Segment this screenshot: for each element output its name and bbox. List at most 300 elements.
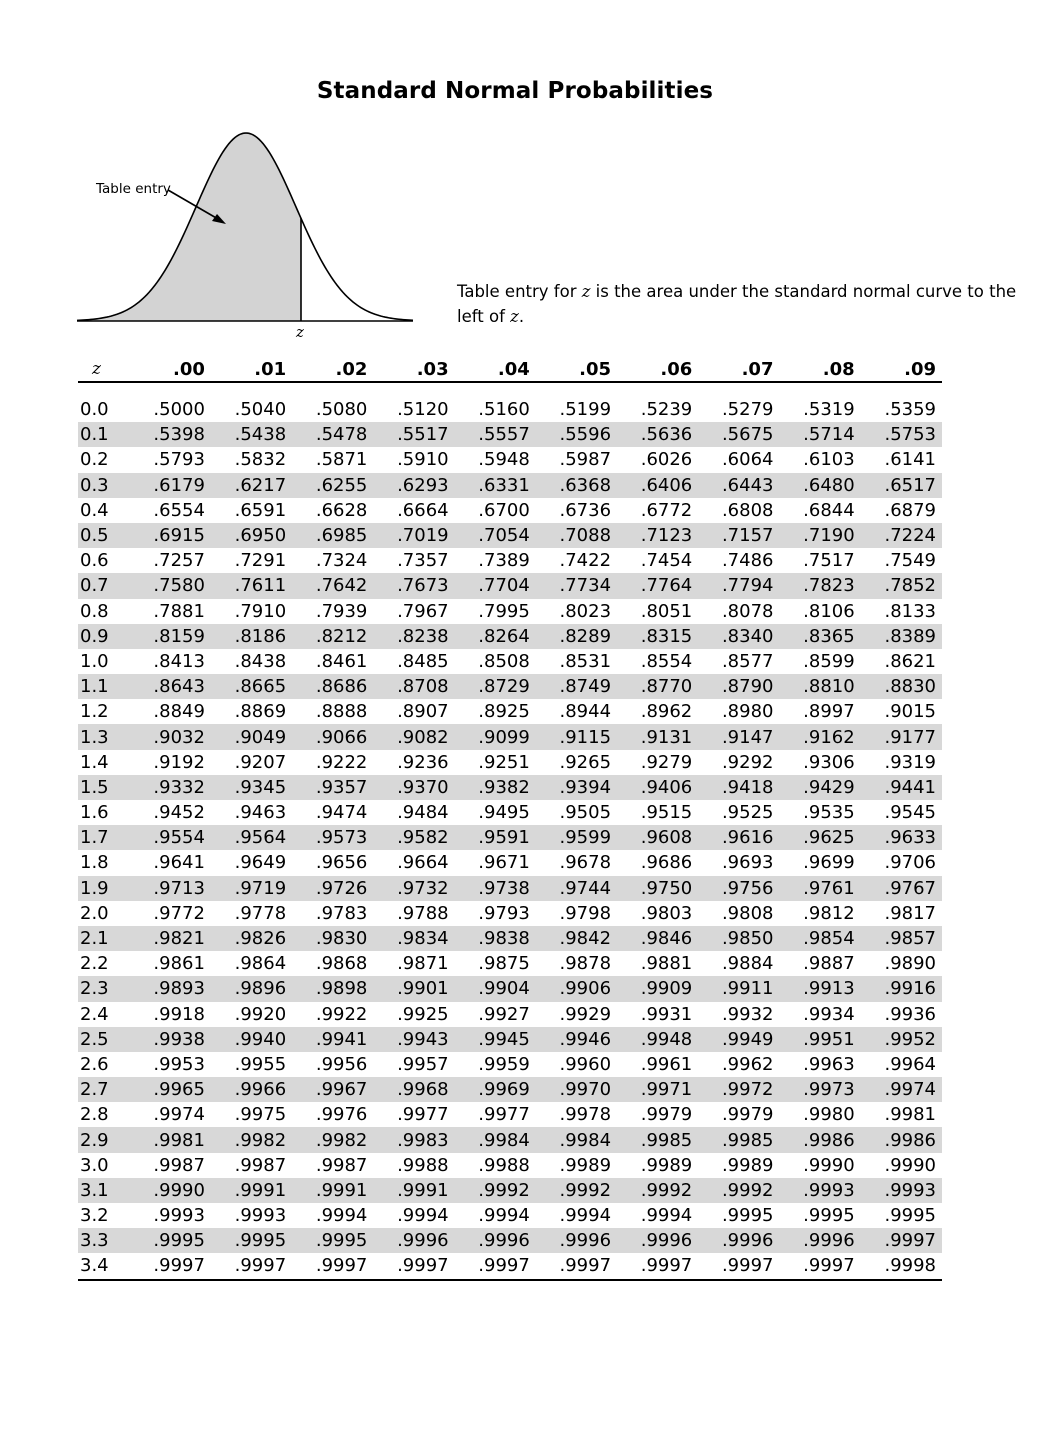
probability-cell: .9251 (478, 751, 530, 773)
probability-cell: .9984 (536, 1127, 617, 1152)
probability-cell: .9997 (698, 1253, 779, 1279)
probability-cell: .9706 (884, 852, 936, 874)
probability-cell: .9957 (397, 1053, 449, 1075)
probability-cell: .8485 (397, 650, 449, 672)
probability-cell: .7088 (536, 523, 617, 548)
probability-cell: .8790 (698, 674, 779, 699)
probability-cell: .5871 (315, 449, 368, 471)
probability-cell: .7054 (455, 523, 536, 548)
probability-cell: .9798 (559, 902, 612, 924)
probability-cell: .6915 (130, 523, 211, 548)
probability-cell: .6179 (130, 473, 211, 498)
table-row (78, 825, 942, 850)
probability-cell: .9987 (315, 1154, 368, 1176)
probability-cell: .7794 (698, 573, 779, 598)
z-value-cell: 0.4 (80, 499, 109, 521)
probability-cell: .9641 (153, 852, 205, 874)
probability-cell: .5398 (130, 422, 211, 447)
probability-cell: .9994 (478, 1205, 530, 1227)
probability-cell: .9864 (234, 953, 287, 975)
probability-cell: .8907 (397, 701, 449, 723)
z-value-cell: 2.6 (80, 1053, 109, 1075)
probability-cell: .9812 (803, 902, 855, 924)
probability-cell: .9370 (373, 775, 454, 800)
probability-cell: .5714 (779, 422, 860, 447)
probability-cell: .5279 (721, 399, 774, 421)
probability-cell: .9808 (721, 902, 774, 924)
z-value-cell: 1.3 (78, 724, 130, 749)
probability-cell: .9977 (478, 1104, 530, 1126)
table-row (78, 1253, 942, 1279)
probability-cell: .9911 (698, 976, 779, 1001)
probability-cell: .9099 (455, 724, 536, 749)
probability-cell: .9964 (884, 1053, 936, 1075)
probability-cell: .9986 (861, 1127, 942, 1152)
probability-cell: .9896 (211, 976, 292, 1001)
table-row (78, 724, 942, 749)
probability-cell: .9989 (721, 1154, 774, 1176)
probability-cell: .9906 (536, 976, 617, 1001)
table-row (78, 599, 942, 624)
probability-cell: .9992 (536, 1178, 617, 1203)
probability-cell: .9994 (640, 1205, 693, 1227)
probability-cell: .9306 (803, 751, 855, 773)
probability-cell: .9965 (130, 1077, 211, 1102)
z-value-cell: 3.4 (78, 1253, 130, 1279)
probability-cell: .6844 (803, 499, 855, 521)
probability-cell: .9719 (211, 876, 292, 901)
probability-cell: .7224 (861, 523, 942, 548)
probability-cell: .9357 (292, 775, 373, 800)
probability-cell: .6026 (640, 449, 693, 471)
probability-cell: .7157 (698, 523, 779, 548)
probability-cell: .9345 (211, 775, 292, 800)
table-row (78, 498, 942, 523)
probability-cell: .9918 (153, 1003, 205, 1025)
probability-cell: .9913 (779, 976, 860, 1001)
probability-cell: .7257 (153, 550, 205, 572)
probability-cell: .8849 (153, 701, 205, 723)
probability-cell: .8023 (559, 600, 612, 622)
probability-cell: .9505 (559, 802, 612, 824)
probability-cell: .6628 (315, 499, 368, 521)
probability-cell: .5120 (397, 399, 449, 421)
probability-cell: .9418 (698, 775, 779, 800)
z-value-cell: 2.3 (78, 976, 130, 1001)
table-row (78, 422, 942, 447)
probability-cell: .5239 (640, 399, 693, 421)
probability-cell: .9131 (617, 724, 698, 749)
probability-cell: .9946 (536, 1027, 617, 1052)
probability-cell: .9066 (292, 724, 373, 749)
probability-cell: .7291 (234, 550, 287, 572)
probability-cell: .9686 (640, 852, 693, 874)
table-row (78, 624, 942, 649)
column-header: .00 (130, 357, 211, 382)
probability-cell: .9988 (397, 1154, 449, 1176)
probability-cell: .9988 (478, 1154, 530, 1176)
probability-cell: .9545 (884, 802, 936, 824)
probability-cell: .6443 (698, 473, 779, 498)
probability-cell: .7852 (861, 573, 942, 598)
table-row (78, 649, 942, 674)
probability-cell: .6736 (559, 499, 612, 521)
probability-cell: .8621 (884, 650, 936, 672)
probability-cell: .9997 (373, 1253, 454, 1279)
probability-cell: .9982 (211, 1127, 292, 1152)
probability-cell: .9830 (292, 926, 373, 951)
probability-cell: .9319 (884, 751, 936, 773)
probability-cell: .8461 (315, 650, 368, 672)
probability-cell: .9573 (292, 825, 373, 850)
probability-cell: .9049 (211, 724, 292, 749)
table-row (78, 397, 942, 422)
table-row (78, 523, 942, 548)
probability-cell: .9484 (397, 802, 449, 824)
probability-cell: .9826 (211, 926, 292, 951)
table-row (78, 800, 942, 825)
probability-cell: .6368 (536, 473, 617, 498)
table-row (78, 1102, 942, 1127)
probability-cell: .7324 (315, 550, 368, 572)
z-value-cell: 3.0 (80, 1154, 109, 1176)
probability-cell: .5359 (884, 399, 936, 421)
table-row (78, 1228, 942, 1253)
probability-cell: .9966 (211, 1077, 292, 1102)
probability-cell: .9265 (559, 751, 612, 773)
probability-cell: .9474 (315, 802, 368, 824)
table-row (78, 1077, 942, 1102)
probability-cell: .9996 (779, 1228, 860, 1253)
probability-cell: .7123 (617, 523, 698, 548)
probability-cell: .9893 (130, 976, 211, 1001)
probability-cell: .9931 (640, 1003, 693, 1025)
z-value-cell: 1.9 (78, 876, 130, 901)
probability-cell: .9984 (455, 1127, 536, 1152)
probability-cell: .8770 (617, 674, 698, 699)
probability-cell: .6480 (779, 473, 860, 498)
table-header-row (78, 357, 942, 382)
probability-cell: .7642 (292, 573, 373, 598)
probability-cell: .9463 (234, 802, 287, 824)
probability-cell: .9985 (617, 1127, 698, 1152)
probability-cell: .6217 (211, 473, 292, 498)
probability-cell: .9994 (315, 1205, 368, 1227)
probability-cell: .8508 (478, 650, 530, 672)
probability-cell: .9699 (803, 852, 855, 874)
probability-cell: .9981 (130, 1127, 211, 1152)
probability-cell: .5675 (698, 422, 779, 447)
probability-cell: .9983 (373, 1127, 454, 1152)
probability-cell: .9406 (617, 775, 698, 800)
z-value-cell: 2.8 (80, 1104, 109, 1126)
probability-cell: .8051 (640, 600, 693, 622)
probability-cell: .9382 (455, 775, 536, 800)
probability-cell: .8888 (315, 701, 368, 723)
probability-cell: .9279 (640, 751, 693, 773)
probability-cell: .9991 (373, 1178, 454, 1203)
probability-cell: .9982 (292, 1127, 373, 1152)
probability-cell: .9871 (397, 953, 449, 975)
probability-cell: .9452 (153, 802, 205, 824)
probability-cell: .9671 (478, 852, 530, 874)
z-value-cell: 2.2 (80, 953, 109, 975)
probability-cell: .9991 (292, 1178, 373, 1203)
probability-cell: .9941 (292, 1027, 373, 1052)
caption-text: Table entry for (457, 282, 582, 301)
probability-cell: .8078 (721, 600, 774, 622)
z-value-cell: 1.1 (78, 674, 130, 699)
probability-cell: .5832 (234, 449, 287, 471)
probability-cell: .9953 (153, 1053, 205, 1075)
probability-cell: .8315 (617, 624, 698, 649)
probability-cell: .9525 (721, 802, 774, 824)
probability-cell: .7734 (536, 573, 617, 598)
probability-cell: .8925 (478, 701, 530, 723)
table-row (78, 473, 942, 498)
probability-cell: .9887 (803, 953, 855, 975)
probability-cell: .9429 (779, 775, 860, 800)
probability-cell: .6103 (803, 449, 855, 471)
probability-cell: .9998 (861, 1253, 942, 1279)
probability-cell: .8962 (640, 701, 693, 723)
probability-cell: .5910 (397, 449, 449, 471)
probability-cell: .9975 (234, 1104, 287, 1126)
probability-cell: .8749 (536, 674, 617, 699)
probability-cell: .9920 (234, 1003, 287, 1025)
probability-cell: .9656 (315, 852, 368, 874)
z-value-cell: 0.3 (78, 473, 130, 498)
column-header: .01 (211, 357, 292, 382)
z-value-cell: 3.3 (78, 1228, 130, 1253)
probability-cell: .5160 (478, 399, 530, 421)
probability-cell: .9959 (478, 1053, 530, 1075)
probability-cell: .8980 (721, 701, 774, 723)
probability-cell: .6700 (478, 499, 530, 521)
probability-cell: .9997 (130, 1253, 211, 1279)
probability-cell: .7389 (478, 550, 530, 572)
probability-cell: .9990 (884, 1154, 936, 1176)
probability-cell: .9972 (698, 1077, 779, 1102)
table-row (78, 674, 942, 699)
table-row (78, 926, 942, 951)
z-value-cell: 0.8 (80, 600, 109, 622)
table-row (78, 1203, 942, 1228)
probability-cell: .8531 (559, 650, 612, 672)
probability-cell: .8708 (373, 674, 454, 699)
probability-cell: .9960 (559, 1053, 612, 1075)
probability-cell: .9616 (698, 825, 779, 850)
probability-cell: .9971 (617, 1077, 698, 1102)
probability-cell: .6064 (721, 449, 774, 471)
column-header: .08 (779, 357, 860, 382)
probability-cell: .9997 (455, 1253, 536, 1279)
probability-cell: .9989 (640, 1154, 693, 1176)
probability-cell: .9973 (779, 1077, 860, 1102)
probability-cell: .9995 (211, 1228, 292, 1253)
table-row (78, 1178, 942, 1203)
z-value-cell: 1.7 (78, 825, 130, 850)
probability-cell: .9738 (455, 876, 536, 901)
probability-cell: .9995 (803, 1205, 855, 1227)
probability-cell: .9980 (803, 1104, 855, 1126)
probability-cell: .9994 (397, 1205, 449, 1227)
probability-cell: .9932 (721, 1003, 774, 1025)
z-value-cell: 1.4 (80, 751, 109, 773)
probability-cell: .9997 (779, 1253, 860, 1279)
probability-cell: .9783 (315, 902, 368, 924)
probability-cell: .9744 (536, 876, 617, 901)
header-spacer (78, 382, 942, 397)
probability-cell: .9884 (721, 953, 774, 975)
probability-cell: .9995 (884, 1205, 936, 1227)
z-value-cell: 2.5 (78, 1027, 130, 1052)
probability-cell: .9990 (130, 1178, 211, 1203)
probability-cell: .9976 (315, 1104, 368, 1126)
z-value-cell: 0.2 (80, 449, 109, 471)
caption-z: z (510, 307, 519, 326)
probability-cell: .9838 (455, 926, 536, 951)
probability-cell: .7422 (559, 550, 612, 572)
table-row (78, 951, 942, 976)
probability-cell: .7580 (130, 573, 211, 598)
probability-cell: .9793 (478, 902, 530, 924)
z-value-cell: 1.6 (80, 802, 109, 824)
probability-cell: .9922 (315, 1003, 368, 1025)
column-header: .06 (617, 357, 698, 382)
probability-cell: .7939 (315, 600, 368, 622)
probability-cell: .9495 (478, 802, 530, 824)
probability-cell: .9875 (478, 953, 530, 975)
z-value-cell: 3.2 (80, 1205, 109, 1227)
probability-cell: .9693 (721, 852, 774, 874)
probability-cell: .9987 (153, 1154, 205, 1176)
probability-cell: .9962 (721, 1053, 774, 1075)
probability-cell: .5636 (617, 422, 698, 447)
table-row (78, 573, 942, 598)
probability-cell: .9956 (315, 1053, 368, 1075)
probability-cell: .5040 (234, 399, 287, 421)
probability-cell: .9842 (536, 926, 617, 951)
probability-cell: .9633 (861, 825, 942, 850)
probability-cell: .7764 (617, 573, 698, 598)
probability-cell: .9015 (884, 701, 936, 723)
probability-cell: .9861 (153, 953, 205, 975)
probability-cell: .9821 (130, 926, 211, 951)
column-header: .05 (536, 357, 617, 382)
table-row (78, 775, 942, 800)
probability-cell: .9995 (721, 1205, 774, 1227)
z-value-cell: 2.0 (80, 902, 109, 924)
probability-cell: .7910 (234, 600, 287, 622)
probability-cell: .9898 (292, 976, 373, 1001)
column-header: .02 (292, 357, 373, 382)
probability-cell: .9032 (130, 724, 211, 749)
z-value-cell: 2.7 (78, 1077, 130, 1102)
z-value-cell: 1.5 (78, 775, 130, 800)
table-row (78, 548, 942, 573)
probability-cell: .9909 (617, 976, 698, 1001)
probability-cell: .9996 (455, 1228, 536, 1253)
probability-cell: .9996 (373, 1228, 454, 1253)
probability-cell: .9989 (559, 1154, 612, 1176)
probability-cell: .6141 (884, 449, 936, 471)
table-row (78, 1153, 942, 1178)
probability-cell: .9968 (373, 1077, 454, 1102)
probability-cell: .9394 (536, 775, 617, 800)
z-value-cell: 0.7 (78, 573, 130, 598)
probability-cell: .6331 (455, 473, 536, 498)
probability-cell: .7190 (779, 523, 860, 548)
probability-cell: .9772 (153, 902, 205, 924)
probability-cell: .9713 (130, 876, 211, 901)
probability-cell: .9994 (559, 1205, 612, 1227)
probability-cell: .7549 (884, 550, 936, 572)
probability-cell: .9961 (640, 1053, 693, 1075)
probability-cell: .9995 (292, 1228, 373, 1253)
probability-cell: .5000 (153, 399, 205, 421)
probability-cell: .5596 (536, 422, 617, 447)
shaded-area (77, 133, 301, 321)
probability-cell: .6591 (234, 499, 287, 521)
probability-cell: .8869 (234, 701, 287, 723)
probability-cell: .9890 (884, 953, 936, 975)
probability-cell: .8159 (130, 624, 211, 649)
z-value-cell: 1.2 (80, 701, 109, 723)
probability-cell: .9945 (455, 1027, 536, 1052)
probability-cell: .9441 (861, 775, 942, 800)
probability-cell: .9991 (211, 1178, 292, 1203)
probability-cell: .9904 (455, 976, 536, 1001)
probability-cell: .9997 (211, 1253, 292, 1279)
probability-cell: .8106 (803, 600, 855, 622)
probability-cell: .9996 (698, 1228, 779, 1253)
probability-cell: .6293 (373, 473, 454, 498)
column-header: .07 (698, 357, 779, 382)
probability-cell: .8944 (559, 701, 612, 723)
probability-cell: .5319 (803, 399, 855, 421)
z-value-cell: 2.1 (78, 926, 130, 951)
probability-cell: .9854 (779, 926, 860, 951)
probability-cell: .5080 (315, 399, 368, 421)
page-title: Standard Normal Probabilities (316, 78, 714, 104)
table-row (78, 1127, 942, 1152)
probability-cell: .8643 (130, 674, 211, 699)
probability-cell: .9992 (698, 1178, 779, 1203)
probability-cell: .6406 (617, 473, 698, 498)
probability-cell: .9981 (884, 1104, 936, 1126)
table-row (78, 447, 942, 472)
probability-cell: .8212 (292, 624, 373, 649)
probability-cell: .9993 (779, 1178, 860, 1203)
probability-cell: .9997 (536, 1253, 617, 1279)
probability-cell: .9846 (617, 926, 698, 951)
probability-cell: .9992 (617, 1178, 698, 1203)
probability-cell: .6255 (292, 473, 373, 498)
probability-cell: .6985 (292, 523, 373, 548)
probability-cell: .9993 (153, 1205, 205, 1227)
probability-cell: .9599 (536, 825, 617, 850)
probability-cell: .7517 (803, 550, 855, 572)
z-value-cell: 0.5 (78, 523, 130, 548)
probability-cell: .5478 (292, 422, 373, 447)
probability-cell: .7704 (455, 573, 536, 598)
z-axis-label: z (296, 323, 304, 341)
probability-cell: .9236 (397, 751, 449, 773)
table-caption (457, 279, 1046, 329)
probability-cell: .9515 (640, 802, 693, 824)
probability-cell: .8665 (211, 674, 292, 699)
